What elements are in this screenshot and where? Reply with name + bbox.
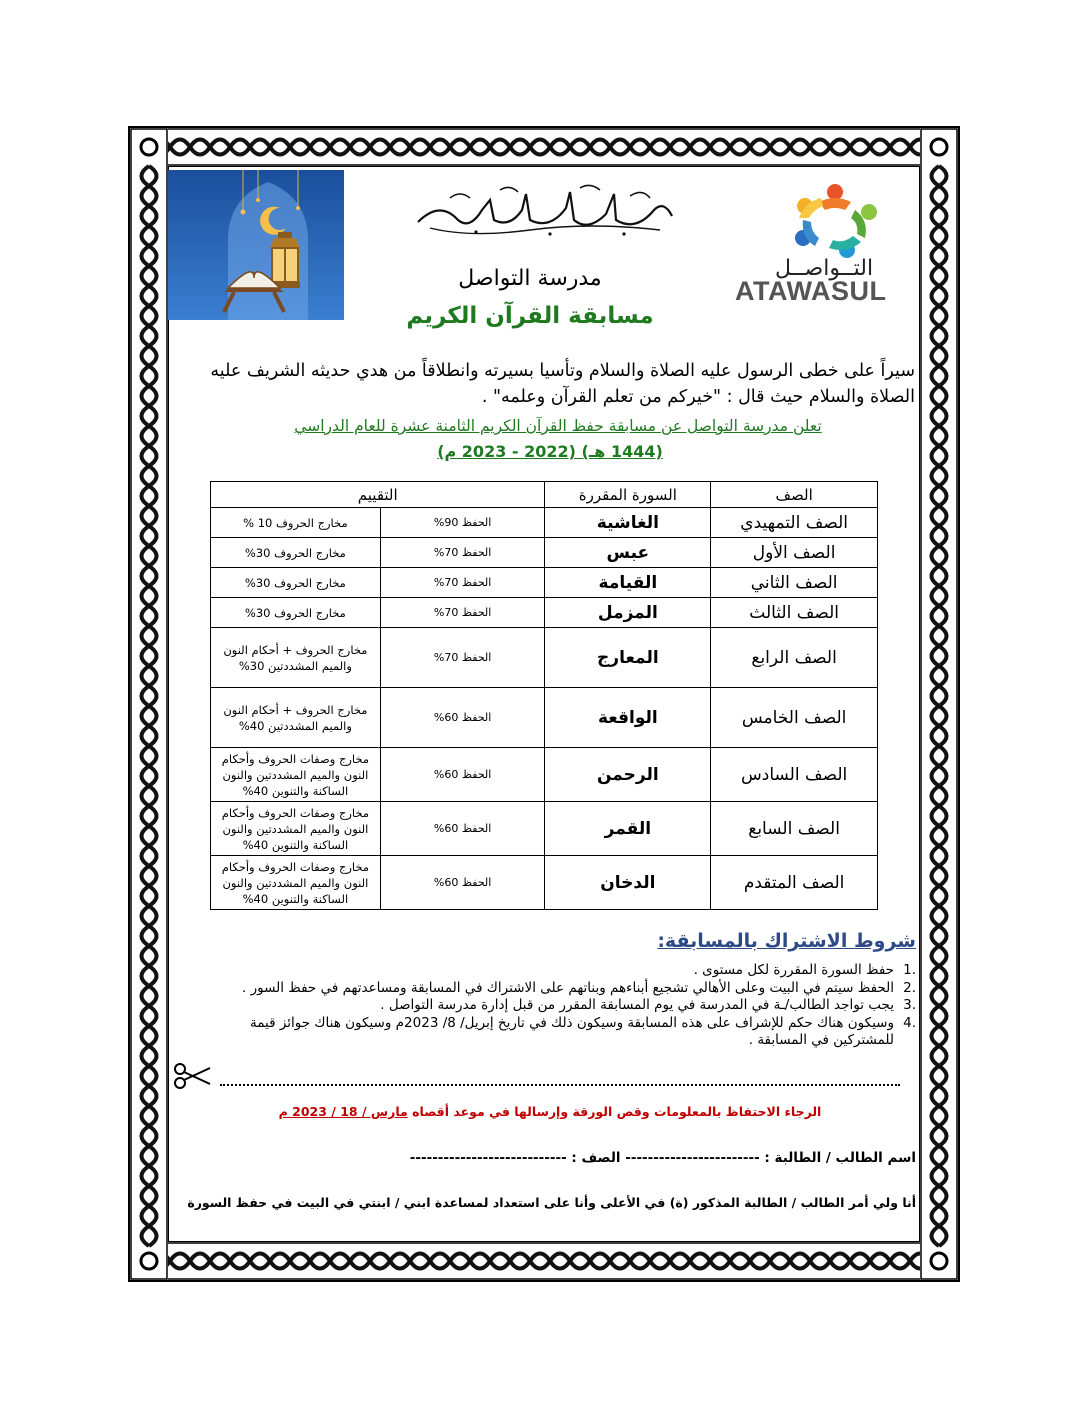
table-header-row [211,482,878,508]
table-row [211,598,878,628]
surah-cell: الدخان [545,856,711,910]
logo-arabic-text: التــواصــل [775,256,874,281]
grade-cell: الصف السابع [711,802,878,856]
criteria-cell: مخارج الحروف 30% [211,598,381,628]
criteria-cell: مخارج الحروف + أحكام النون والميم المشددتين 30% [211,628,381,688]
school-name: مدرسة التواصل [458,266,602,291]
deadline-date: مارس / 18 / 2023 م [278,1104,408,1119]
deadline-text: الرجاء الاحتفاظ بالمعلومات وقص الورقة وإرسالها في موعد أقصاه [412,1104,822,1119]
list-item-number: .2 [903,979,916,996]
basmala-calligraphy [410,180,680,240]
criteria-cell: مخارج الحروف 30% [211,568,381,598]
memorization-cell: الحفظ 60% [380,856,545,910]
criteria-cell: مخارج الحروف 30% [211,538,381,568]
memorization-cell: الحفظ 90% [380,508,545,538]
surah-cell: الواقعة [545,688,711,748]
table-row [211,688,878,748]
list-item [190,997,916,1015]
list-item-text: يجب تواجد الطالب/ـة في المدرسة في يوم المسابقة المقرر من قبل إدارة مدرسة التواصل . [380,997,894,1013]
grade-cell: الصف الأول [711,538,878,568]
surah-cell: القيامة [545,568,711,598]
memorization-cell: الحفظ 70% [380,628,545,688]
grade-cell: الصف الخامس [711,688,878,748]
surah-cell: المزمل [545,598,711,628]
academic-year: (1444 هـ) (2022 - 2023 م) [437,442,663,461]
contest-title: مسابقة القرآن الكريم [406,303,654,329]
header-evaluation: التقييم [211,482,545,508]
grade-cell: الصف الرابع [711,628,878,688]
memorization-cell: الحفظ 60% [380,688,545,748]
logo-english-text: ATAWASUL [735,276,887,306]
memorization-cell: الحفظ 70% [380,568,545,598]
student-name-field-line: اسم الطالب / الطالبة : ------------------------ الصف : ---------------------------- [409,1150,916,1166]
list-item-number: .3 [903,997,916,1013]
table-row [211,628,878,688]
criteria-cell: مخارج وصفات الحروف وأحكام النون والميم المشددتين والنون الساكنة والتنوين 40% [211,856,381,910]
criteria-cell: مخارج وصفات الحروف وأحكام النون والميم المشددتين والنون الساكنة والتنوين 40% [211,802,381,856]
memorization-cell: الحفظ 60% [380,748,545,802]
memorization-cell: الحفظ 70% [380,598,545,628]
table-row [211,856,878,910]
guardian-statement: أنا ولي أمر الطالب / الطالبة المذكور (ة) في الأعلى وأنا على استعداد لمساعدة ابني / ابنتي في البيت في حفظ السورة [187,1195,916,1210]
grade-cell: الصف التمهيدي [711,508,878,538]
list-item-text: الحفظ سيتم في البيت وعلى الأهالي تشجيع أبناءهم وبناتهم على الاشتراك في المسابقة ومساعدتهم في حفظ السور . [242,979,894,996]
atawasul-logo [735,180,915,306]
header-surah: السورة المقررة [545,482,711,508]
cut-line [220,1084,900,1086]
memorization-cell: الحفظ 70% [380,538,545,568]
grade-cell: الصف المتقدم [711,856,878,910]
list-item [190,980,916,998]
surah-cell: الرحمن [545,748,711,802]
criteria-cell: مخارج وصفات الحروف وأحكام النون والميم المشددتين والنون الساكنة والتنوين 40% [211,748,381,802]
intro-paragraph: سيراً على خطى الرسول عليه الصلاة والسلام وتأسيا بسيرته وانطلاقاً من هدي حديثه الشريف عليه الصلاة والسلام حيث قال : "خيركم من تعلم القرآن وعلمه" . [210,361,915,407]
list-item [190,1015,916,1050]
table-row [211,508,878,538]
list-item [190,962,916,980]
surah-cell: عبس [545,538,711,568]
table-row [211,748,878,802]
conditions-list [190,962,916,1050]
surah-cell: المعارج [545,628,711,688]
surah-cell: القمر [545,802,711,856]
scissors-icon [172,1062,212,1090]
table-row [211,568,878,598]
list-item-number: .1 [903,962,916,978]
deadline-note [250,1104,850,1119]
announcement-line: تعلن مدرسة التواصل عن مسابقة حفظ القرآن الكريم الثامنة عشرة للعام الدراسي [294,417,822,435]
grades-table [210,481,878,910]
header-grade: الصف [711,482,878,508]
list-item-text: وسيكون هناك حكم للإشراف على هذه المسابقة وسيكون ذلك في تاريخ إبريل/ 8/ 2023م وسيكون هناك جوائز قيمة للمشتركين في المسابقة . [249,1014,894,1048]
grade-cell: الصف الثاني [711,568,878,598]
grade-cell: الصف السادس [711,748,878,802]
criteria-cell: مخارج الحروف + أحكام النون والميم المشددتين 40% [211,688,381,748]
surah-cell: الغاشية [545,508,711,538]
ramadan-lantern-illustration [168,170,344,320]
list-item-text: حفظ السورة المقررة لكل مستوى . [693,962,894,978]
list-item-number: .4 [903,1014,916,1031]
criteria-cell: مخارج الحروف 10 % [211,508,381,538]
memorization-cell: الحفظ 60% [380,802,545,856]
grade-cell: الصف الثالث [711,598,878,628]
conditions-title: شروط الاشتراك بالمسابقة: [657,930,916,952]
table-row [211,538,878,568]
table-row [211,802,878,856]
